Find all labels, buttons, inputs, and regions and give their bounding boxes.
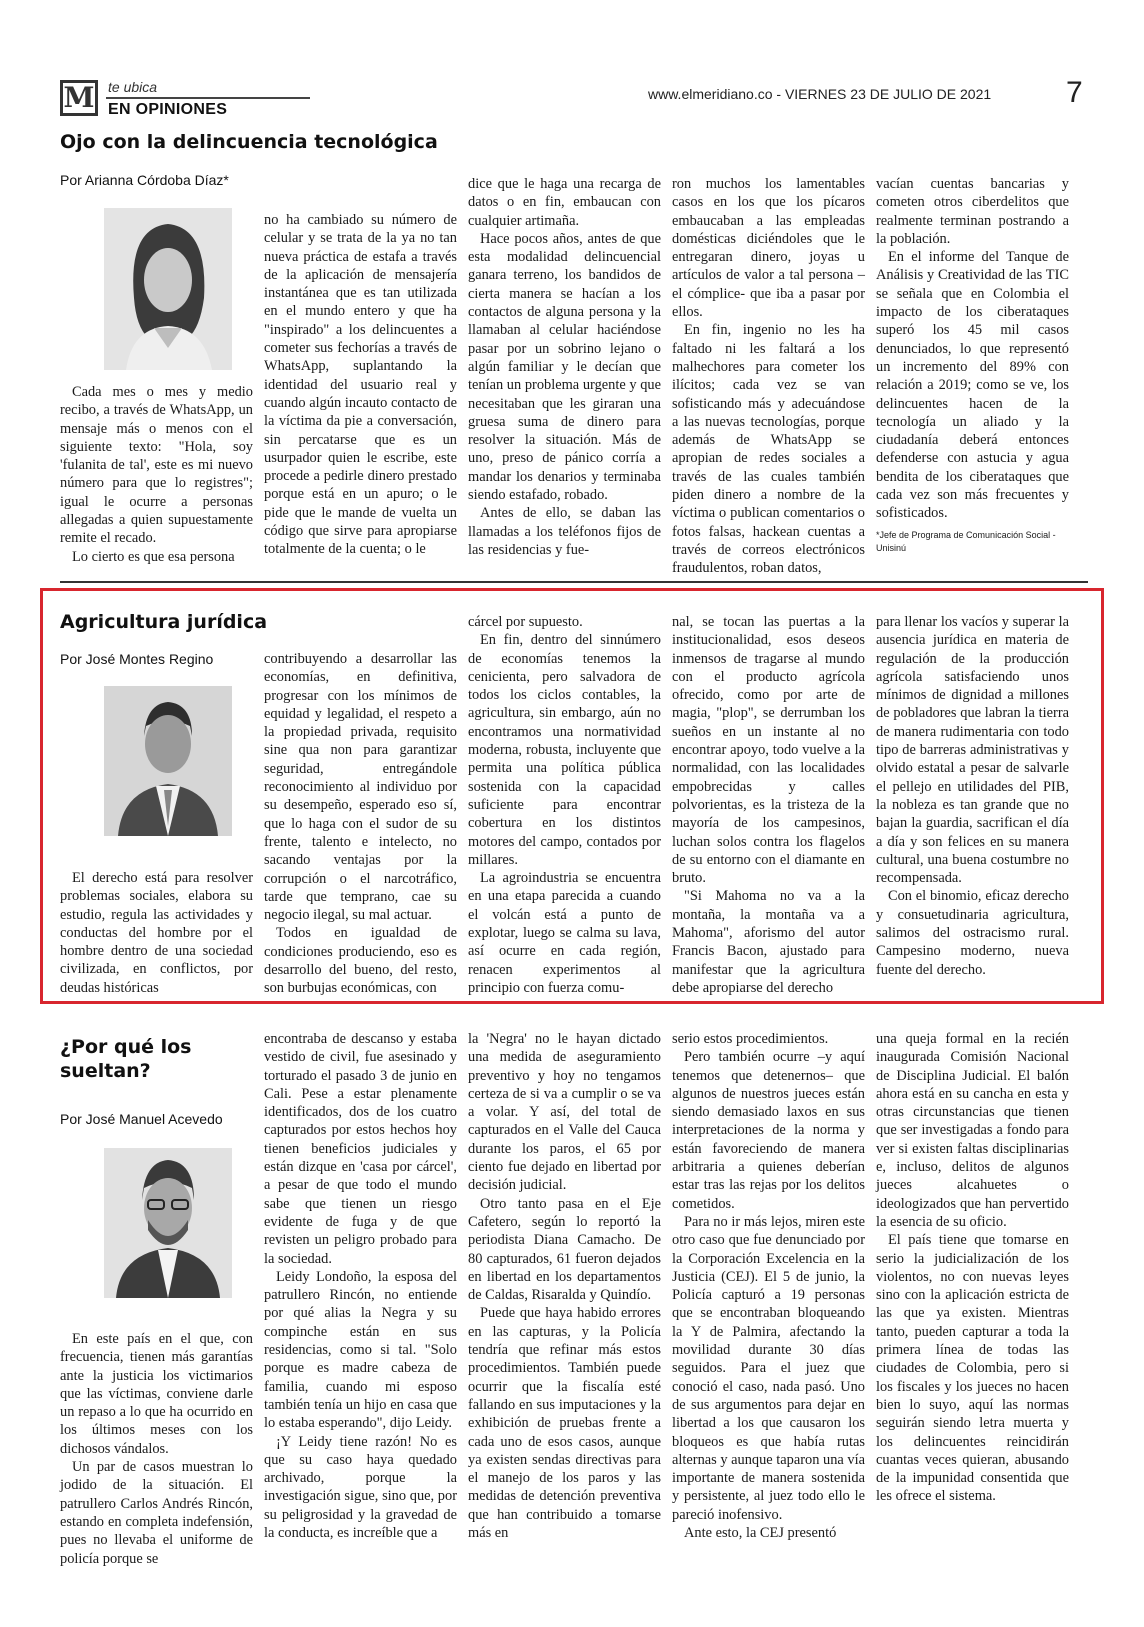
paragraph: ¡Y Leidy tiene razón! No es que su caso haya quedado archivado, porque la investigación sigue, sino que, por su peligrosidad y la gravedad de la conducta, es increíble que a <box>264 1433 457 1542</box>
paragraph: nal, se tocan las puertas a la institucionalidad, esos deseos inmensos de tragarse al mundo con el producto agrícola ofrecido, como por arte de magia, "plop", se derrumban los sueños en un instante al no encontrar apoyo, todo vuelve a la normalidad, con las localidades empobrecidas y calles polvorientas, es la tristeza de la mayoría de los campesinos, luchan solos contra los flagelos de su entorno con el diamante en bruto. <box>672 614 865 887</box>
article-column-1 <box>60 1330 253 1580</box>
paragraph: Un par de casos muestran lo jodido de la situación. El patrullero Carlos Andrés Rincón, estando en completa indefensión, pues no llevaba el uniforme de policía porque se <box>60 1459 253 1567</box>
website-date: www.elmeridiano.co - VIERNES 23 DE JULIO DE 2021 <box>648 86 992 102</box>
paragraph: En el informe del Tanque de Análisis y Creatividad de las TIC se señala que en Colombia el impacto de los ciberataques superó los 45 mil casos denunciados, lo que representó un incremento del 89% con relación a 2019; como se ve, los delincuentes hacen de la tecnología un aliado y la ciudadanía deberá entonces defenderse con astucia y agua bendita de los ciberataques que cada vez son más frecuentes y sofisticados. <box>876 249 1069 522</box>
article-divider <box>60 581 1088 583</box>
article-title: ¿Por qué los sueltan? <box>60 1036 192 1082</box>
article-column-2 <box>264 1030 457 1580</box>
author-photo <box>104 208 232 370</box>
article-title: Ojo con la delincuencia tecnológica <box>60 131 438 153</box>
paragraph: dice que le haga una recarga de datos o en fin, embaucan con cualquier artimaña. <box>468 176 661 229</box>
article-column-3 <box>468 613 661 996</box>
paragraph: En fin, dentro del sinnúmero de economías tenemos la cenicienta, pero salvadora de todos los ciclos contables, la agricultura, sin embargo, aún no encontramos una normatividad moderna, robusta, incluyente que permita una política pública sostenida con la capacidad suficiente para encontrar cobertura en los distintos motores del campo, contados por millares. <box>468 632 661 868</box>
paragraph: para llenar los vacíos y superar la ausencia jurídica en materia de regulación de la producción agrícola satisfaciendo unos mínimos de dignidad a millones de pobladores que labran la tierra de manera rudimentaria con todo tipo de barreras administrativas y olvido estatal a pesar de salvarle el pellejo en utilidades del PIB, la nobleza es tan grande que no bajan la guardia, sacrifican el día a día y son felices en su manera cultural, una buena costumbre no recompensada. <box>876 614 1069 887</box>
article-column-2 <box>264 211 457 566</box>
paragraph: Lo cierto es que esa persona <box>72 548 235 565</box>
paragraph: Ante esto, la CEJ presentó <box>684 1525 837 1542</box>
article-column-4 <box>672 613 865 996</box>
paragraph: encontraba de descanso y estaba vestido de civil, fue asesinado y torturado el pasado 3 de junio en Cali. Pese a estar plenamente identificados, dos de los cuatro capturados por estos hechos hoy tienen beneficios judiciales y están dizque en 'casa por cárcel', a pesar de que todo el mundo sabe que tienen un riesgo evidente de fuga y de que revisten un peligro probado para la sociedad. <box>264 1031 457 1267</box>
author-photo <box>104 1148 232 1298</box>
page-number: 7 <box>1066 76 1083 109</box>
author-note: *Jefe de Programa de Comunicación Social - Unisinú <box>876 529 1056 553</box>
article-column-5 <box>876 175 1069 566</box>
header-divider <box>106 97 310 99</box>
logo-tagline: te ubica <box>108 79 158 95</box>
article-column-4 <box>672 1030 865 1580</box>
paragraph: La agroindustria se encuentra en una etapa parecida a cuando el volcán está a punto de explotar, luego se calma su lava, así ocurre en cada región, renacen experimentos al principio con fuerza comu- <box>468 870 661 996</box>
section-title: EN OPINIONES <box>108 101 228 118</box>
article-column-2 <box>264 650 457 997</box>
newspaper-logo: M <box>60 80 98 116</box>
paragraph: serio estos procedimientos. <box>672 1031 829 1047</box>
man-portrait-icon <box>104 686 232 836</box>
article-column-3 <box>468 175 661 566</box>
paragraph: la 'Negra' no le hayan dictado una medida de aseguramiento preventivo y hoy no tengamos certeza de si va a cumplir o se va a volar. Y así, del total de capturados en el Valle del Cauca durante los paros, el 65 por ciento fue dejado en libertad por decisión judicial. <box>468 1031 661 1194</box>
paragraph: Leidy Londoño, la esposa del patrullero Rincón, no entiende por qué alias la Negra y su compinche están en sus residencias, como si tal. "Solo porque es madre cabeza de familia, cuando mi esposo también tenía un hijo en casa que lo estaba esperando", dijo Leidy. <box>264 1268 457 1432</box>
article-title: Agricultura jurídica <box>60 611 268 633</box>
author-photo <box>104 686 232 836</box>
paragraph: Con el binomio, eficaz derecho y consuetudinaria agricultura, salimos del ostracismo rural. Campesino moderno, nueva fuente del derecho. <box>876 888 1069 978</box>
article-column-1 <box>60 869 253 996</box>
paragraph: Hace pocos años, antes de que esta modalidad delincuencial ganara terreno, los bandidos de cierta manera se hacían a los contactos de alguna persona y la llamaban al celular haciéndose pasar por un sobrino lejano o algún familiar y le decían que tenían un problema urgente y que necesitaban que les giraran una gruesa suma de dinero para resolver la situación. Más de uno, preso de pánico corría a mandar los denarios y terminaba siendo estafado, robado. <box>468 230 661 504</box>
paragraph: "Si Mahoma no va a la montaña, la montaña va a Mahoma", aforismo del autor Francis Bacon, ajustado para manifestar que la agricultura debe apropiarse del derecho <box>672 888 865 996</box>
paragraph: contribuyendo a desarrollar las economías, en definitiva, progresar con los mínimos de equidad y legalidad, el respeto a la propiedad privada, requisito sine qua non para garantizar seguridad, entregándole reconocimiento al individuo por su desempeño, esperado eso sí, que lo haga con el sudor de su frente, talento e intelecto, no sacando ventajas por la corrupción o el narcotráfico, tarde que temprano, cae su negocio ilegal, su mal actuar. <box>264 651 457 924</box>
paragraph: una queja formal en la recién inaugurada Comisión Nacional de Disciplina Judicial. El balón ahora está en su cancha en esta y otras circunstancias que tienen que ser investigadas a fondo para ver si existen faltas disciplinarias e, incluso, delitos de algunos jueces alcahuetes o ideologizados que han pervertido la esencia de su oficio. <box>876 1031 1069 1230</box>
article-column-1 <box>60 383 253 566</box>
paragraph: cárcel por supuesto. <box>468 614 583 630</box>
paragraph: Todos en igualdad de condiciones produciendo, eso es desarrollo del bueno, del resto, son burbujas económicas, con <box>264 925 457 997</box>
paragraph: Antes de ello, se daban las llamadas a los teléfonos fijos de las residencias y fue- <box>468 505 661 558</box>
paragraph: En fin, ingenio no les ha faltado ni les faltará a los malhechores para cometer los ilícitos; cada vez se van sofisticando más y adecuándose a las nuevas tecnologías, porque además de WhatsApp se apropian de redes sociales a través de las cuales también piden dinero a nombre de la víctima o publican comentarios o fotos falsas, hackean cuentas a través de correos electrónicos fraudulentos, roban datos, <box>672 322 865 577</box>
article-byline: Por José Manuel Acevedo <box>60 1111 223 1127</box>
article-column-3 <box>468 1030 661 1580</box>
paragraph: no ha cambiado su número de celular y se trata de la ya no tan nueva práctica de estafa a través de la aplicación de mensajería instantánea que es tan utilizada en el mundo entero y que ha "inspirado" a los delincuentes a cometer sus fechorías a través de WhatsApp, suplantando la identidad del usuario real y cuando algún incauto contacto de la víctima da pie a conversación, sin percatarse que es un usurpador quien le escribe, este procede a pedirle dinero prestado porque está en un apuro; o le pide que le mande de vuelta un código que sirve para apropiarse totalmente de la cuenta; o le <box>264 212 457 558</box>
paragraph: El derecho está para resolver problemas sociales, elabora su estudio, regula las actividades y conductas del hombre por el hombre dentro de una sociedad civilizada, en conflictos, por deudas históricas <box>60 870 253 996</box>
article-column-5 <box>876 613 1069 991</box>
paragraph: Para no ir más lejos, miren este otro caso que fue denunciado por la Corporación Excelencia en la Justicia (CEJ). El 5 de junio, la Policía capturó a 19 personas que se encontraban bloqueando la Y de Palmira, afectando la movilidad durante 30 días seguidos. Para el juez que conoció el caso, nada pasó. Uno de sus argumentos para dejar en libertad a los que causaron los bloqueos es que había rutas alternas y aunque taparon una vía importante de manera sostenida y persistente, al juez todo ello le pareció inofensivo. <box>672 1213 865 1523</box>
paragraph: Otro tanto pasa en el Eje Cafetero, según lo reportó la periodista Diana Camacho. De 80 capturados, 61 fueron dejados en libertad en los departamentos de Caldas, Risaralda y Quindío. <box>468 1195 661 1304</box>
paragraph: En este país en el que, con frecuencia, tienen más garantías ante la justicia los victimarios que las víctimas, conviene darle un repaso a lo que ha ocurrido en los últimos meses con los dichosos vándalos. <box>60 1331 253 1457</box>
article-column-4 <box>672 175 865 577</box>
paragraph: Pero también ocurre –y aquí tenemos que detenernos– que algunos de nuestros jueces están siendo demasiado laxos en sus interpretaciones de la norma y están favoreciendo de manera arbitraria a quienes deberían estar tras las rejas por los delitos cometidos. <box>672 1049 865 1212</box>
woman-portrait-icon <box>104 208 232 370</box>
article-column-5 <box>876 1030 1069 1580</box>
article-byline: Por José Montes Regino <box>60 651 214 667</box>
paragraph: Puede que haya habido errores en las capturas, y la Policía tendría que refinar más estos procedimientos. También puede ocurrir que la fiscalía esté fallando en sus imputaciones y la exhibición de pruebas frente a cada uno de esos casos, aunque ya existen sendas directivas para el manejo de los paros y las medidas de detención preventiva que han contribuido a tomarse más en <box>468 1305 661 1542</box>
man-portrait-icon <box>104 1148 232 1298</box>
article-byline: Por Arianna Córdoba Díaz* <box>60 172 229 188</box>
paragraph: El país tiene que tomarse en serio la judicialización de los violentos, no con nuevas leyes sino con la aplicación estricta de las que ya existen. Mientras tanto, pueden capturar a toda la primera línea de todas las ciudades de Colombia, pero si los fiscales y los jueces no hacen bien lo suyo, aquí las normas seguirán siendo letra muerta y los delincuentes reincidirán cuantas veces quieran, abusando de la impunidad consentida que les ofrece el sistema. <box>876 1232 1069 1505</box>
paragraph: ron muchos los lamentables casos en los que los pícaros embaucaban a las empleadas domésticas diciéndoles que le entregaran dinero, joyas u artículos de valor a tal persona – el cómplice- que iba a pasar por ellos. <box>672 176 865 321</box>
paragraph: Cada mes o mes y medio recibo, a través de WhatsApp, un mensaje más o menos con el siguiente texto: "Hola, soy 'fulanita de tal', este es mi nuevo número para que lo registres"; igual le ocurre a personas allegadas a quien supuestamente remite el recado. <box>60 384 253 547</box>
paragraph: vacían cuentas bancarias y cometen otros ciberdelitos que realmente terminan postrando a la población. <box>876 176 1069 247</box>
